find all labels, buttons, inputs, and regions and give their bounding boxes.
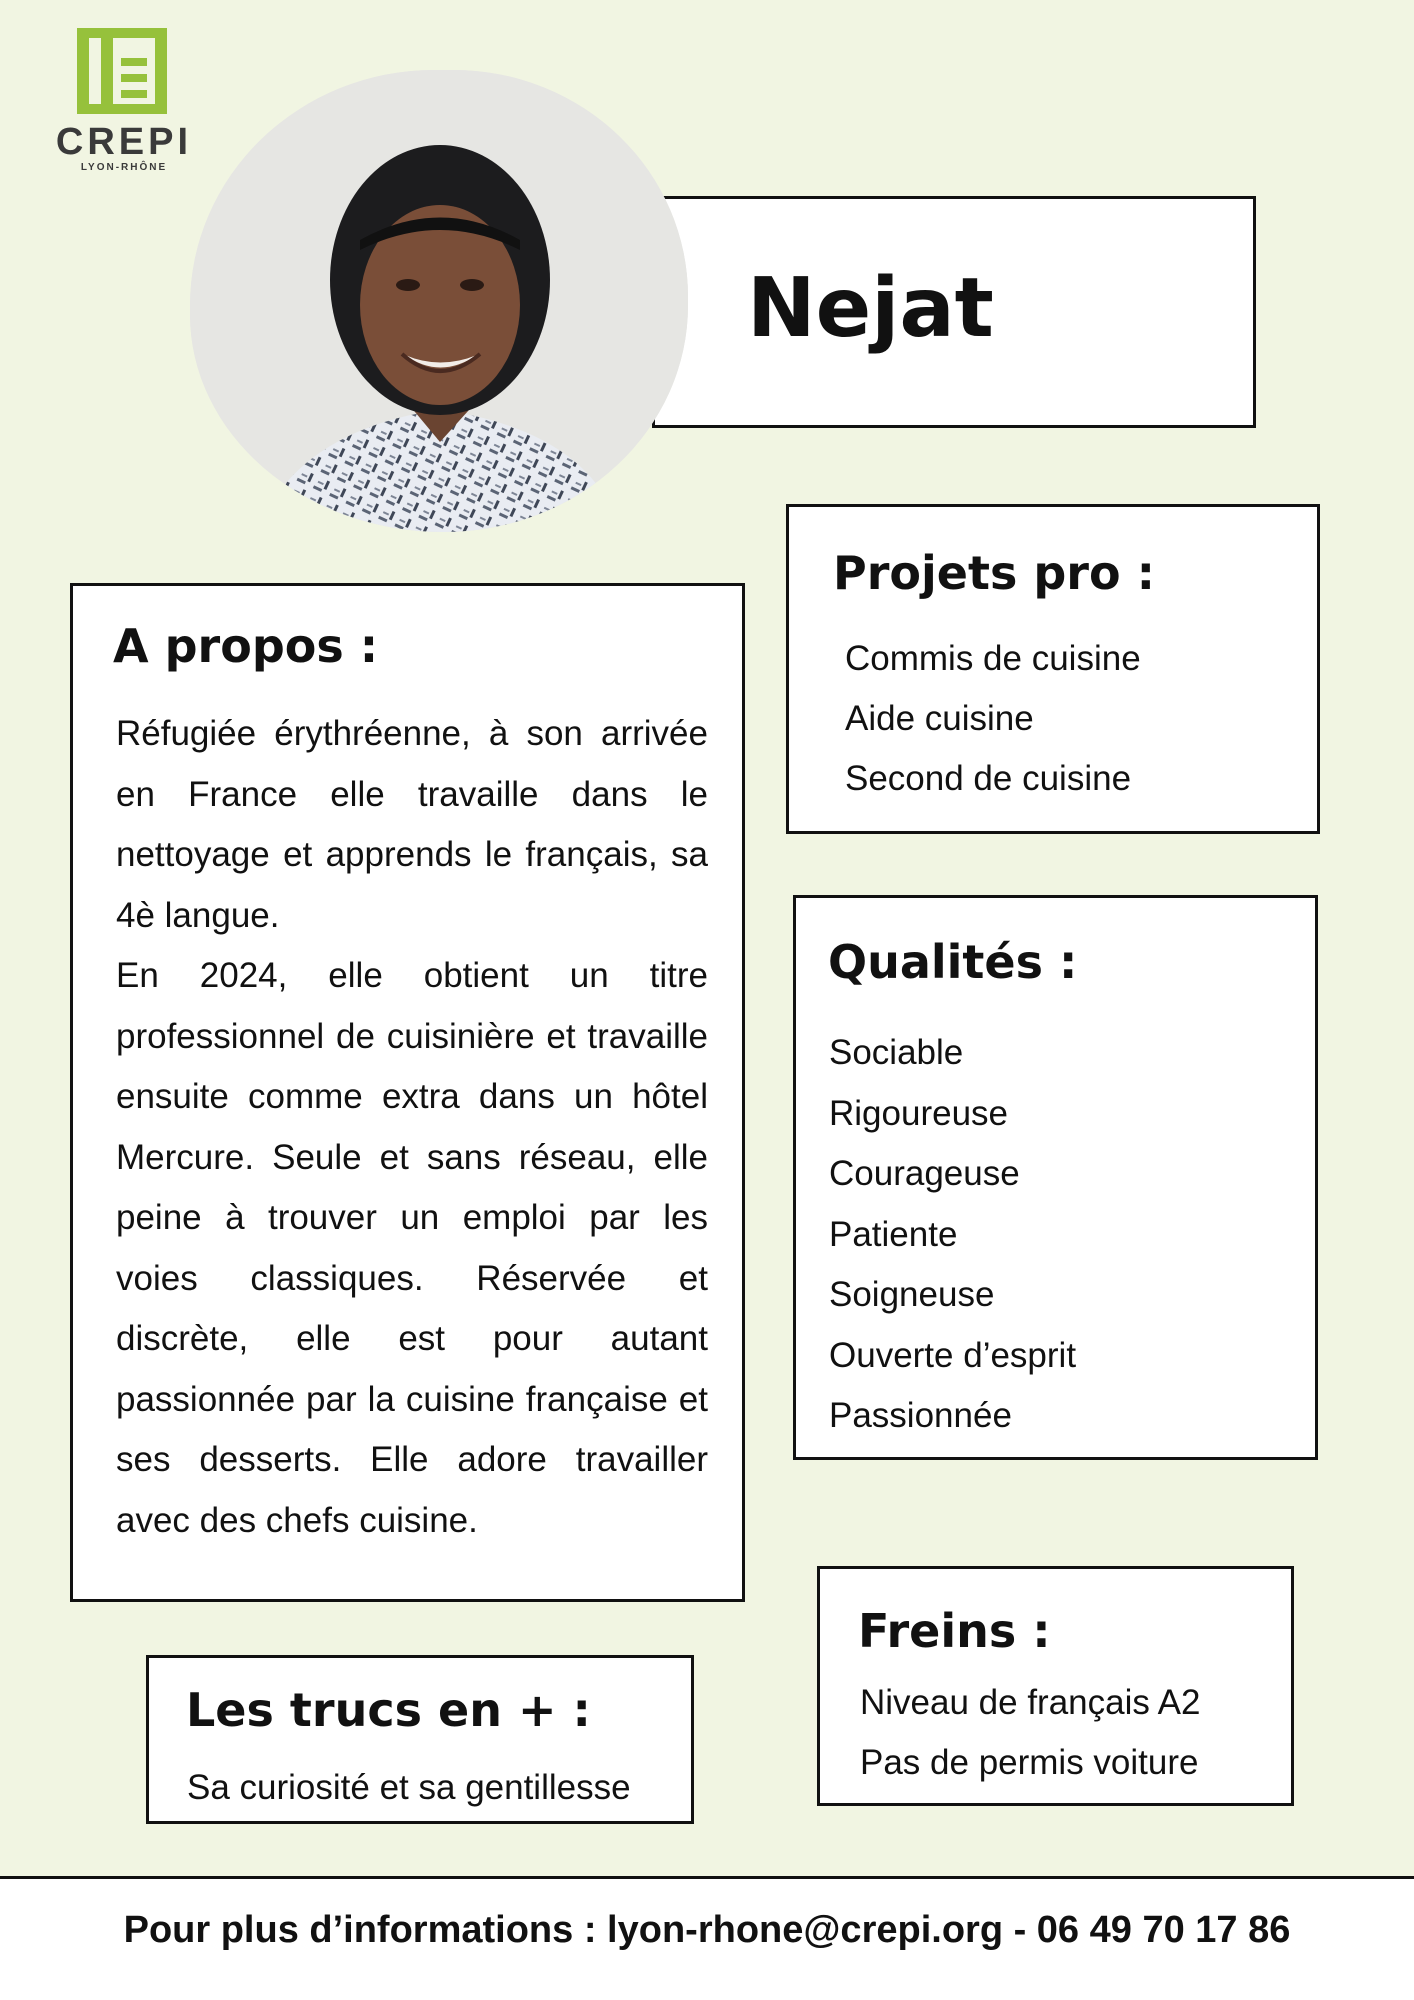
name-card [652,196,1256,428]
list-item: Passionnée [829,1396,1012,1435]
qualites-list [829,1023,1076,1447]
crepi-logo-mark [77,28,167,114]
list-item: Patiente [829,1214,958,1254]
a-propos-paragraph: En 2024, elle obtient un titre professionnel de cuisinière et travaille ensuite comme extra dans un hôtel Mercure. Seule et sans réseau, elle peine à trouver un emploi par les voies classiques. Réservée et discrète, elle est pour autant passionnée par la cuisine française et ses desserts. Elle adore travailler avec des chefs cuisine. [116,956,708,1540]
list-item: Aide cuisine [845,699,1034,738]
projets-pro-list [845,629,1141,809]
qualites-title: Qualités : [828,935,1078,989]
list-item: Courageuse [829,1154,1020,1193]
footer-contact: Pour plus d’informations : lyon-rhone@crepi.org - 06 49 70 17 86 [123,1909,1291,1951]
list-item: Rigoureuse [829,1093,1008,1133]
a-propos-title: A propos : [113,619,379,673]
list-item: Second de cuisine [845,759,1132,798]
list-item: Pas de permis voiture [860,1743,1199,1782]
candidate-photo [190,70,688,532]
list-item: Niveau de français A2 [860,1683,1201,1722]
footer [0,1879,1414,2000]
a-propos-paragraph: Réfugiée érythréenne, à son arrivée en France elle travaille dans le nettoyage et apprends le français, sa 4è langue. [116,714,708,935]
freins-card [817,1566,1294,1806]
projets-pro-title: Projets pro : [833,546,1155,600]
a-propos-card [70,583,745,1602]
projets-pro-card [786,504,1320,834]
portrait-illustration [190,70,688,532]
trucs-en-plus-card [146,1655,694,1824]
qualites-card [793,895,1318,1460]
logo-wordmark: CREPI [55,121,193,163]
logo-subtitle: LYON-RHÔNE [80,162,168,173]
candidate-name: Nejat [747,261,994,356]
list-item: Commis de cuisine [845,639,1141,678]
list-item: Soigneuse [829,1275,995,1314]
crepi-logo [44,28,204,174]
list-item: Sociable [829,1033,964,1072]
a-propos-text [116,704,708,1551]
list-item: Ouverte d’esprit [829,1335,1077,1375]
freins-list [860,1673,1200,1793]
trucs-en-plus-title: Les trucs en + : [186,1683,591,1737]
freins-title: Freins : [858,1604,1051,1658]
trucs-en-plus-text: Sa curiosité et sa gentillesse [187,1768,631,1807]
